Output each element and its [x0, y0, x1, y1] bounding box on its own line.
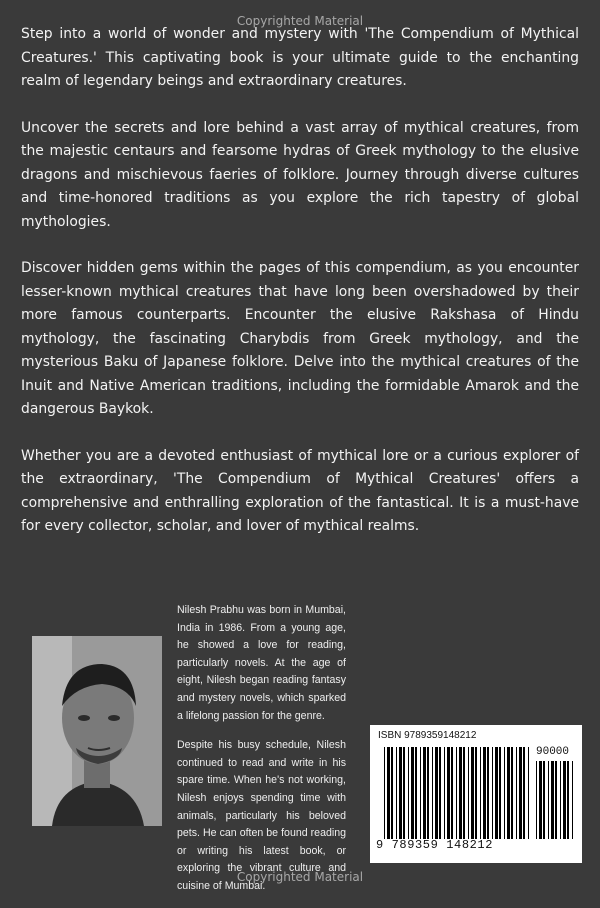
isbn-label: ISBN 9789359148212: [378, 730, 477, 741]
blurb-paragraph-1: Step into a world of wonder and mystery with 'The Compendium of Mythical Creatures.' This captivating book is your ultimate guide to the enchanting realm of legendary beings and extraordinary creatures.: [21, 26, 579, 89]
author-photo: [32, 636, 162, 826]
author-portrait-icon: [32, 636, 162, 826]
addon-barcode-bars-icon: [536, 761, 574, 839]
isbn-barcode: [370, 725, 582, 863]
blurb-paragraph-2: Uncover the secrets and lore behind a vast array of mythical creatures, from the majestic centaurs and fearsome hydras of Greek mythology to the elusive dragons and mischievous faeries of folklore. Journey through diverse cultures and time-honored traditions as you explore the rich tapestry of global mythologies.: [21, 119, 579, 230]
bio-paragraph-2: Despite his busy schedule, Nilesh continued to read and write in his spare time. When he's not working, Nilesh enjoys spending time with animals, particularly his beloved pets. He can often be found reading or writing his latest book, or exploring the vibrant culture and cuisine of Mumbai.: [177, 739, 346, 892]
blurb-paragraph-3: Discover hidden gems within the pages of this compendium, as you encounter lesser-known mythical creatures that have long been overshadowed by their more famous counterparts. Encounter the elusive Rakshasa of Hindu mythology, the fascinating Charybdis from Greek mythology, and the mysterious Baku of Japanese folklore. Delve into the mythical creatures of the Inuit and Native American traditions, including the formidable Amarok and the dangerous Baykok.: [21, 260, 579, 417]
author-bio: [177, 602, 346, 908]
isbn-digits: 9 789359 148212: [376, 838, 494, 852]
bio-paragraph-1: Nilesh Prabhu was born in Mumbai, India in 1986. From a young age, he showed a love for reading, particularly novels. At the age of eight, Nilesh began reading fantasy and mystery novels, which sparked a lifelong passion for the genre.: [177, 604, 346, 722]
back-cover-blurb: [21, 23, 579, 562]
blurb-paragraph-4: Whether you are a devoted enthusiast of mythical lore or a curious explorer of the extraordinary, 'The Compendium of Mythical Creatures' offers a comprehensive and enthralling exploration of the fantastical. It is a must-have for every collector, scholar, and lover of mythical realms.: [21, 447, 579, 534]
barcode-bars-icon: [384, 747, 531, 839]
price-code: 90000: [536, 746, 570, 758]
watermark-top: Copyrighted Material: [236, 14, 364, 28]
watermark-bottom: Copyrighted Material: [236, 870, 364, 884]
